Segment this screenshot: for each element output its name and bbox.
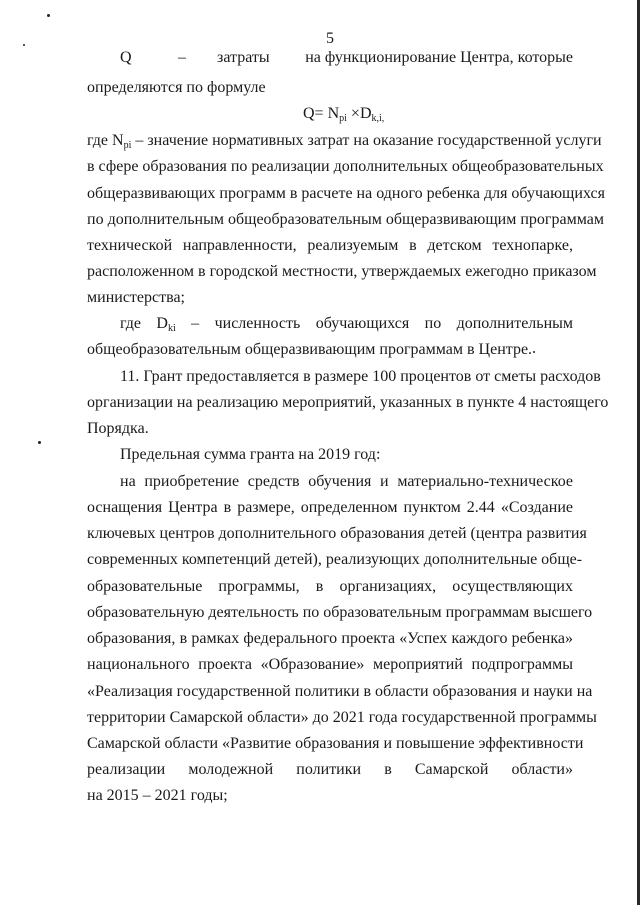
dash: –	[178, 49, 186, 66]
text-line: на 2015 – 2021 годы;	[87, 787, 228, 804]
text-line: на приобретение средств обучения и материально-техническое	[120, 473, 573, 490]
scan-speck	[47, 14, 50, 17]
text-line: образовательную деятельность по образовательным программам высшего	[87, 604, 593, 621]
text-line: «Реализация государственной политики в области образования и науки на	[87, 683, 593, 700]
page-number: 5	[326, 30, 334, 47]
text-line: определяются по формуле	[87, 79, 266, 96]
grant-limit-heading: Предельная сумма гранта на 2019 год:	[120, 446, 381, 463]
text-line: оснащения Центра в размере, определенном пунктом 2.44 «Создание	[87, 499, 573, 516]
text-line: расположенном в городской местности, утверждаемых ежегодно приказом	[87, 263, 597, 280]
text-line: ключевых центров дополнительного образования детей (центра развития	[87, 525, 587, 542]
scan-speck	[38, 441, 41, 444]
symbol-q: Q	[120, 49, 132, 66]
scan-speck	[23, 44, 25, 46]
text-line: образования, в рамках федерального проекта «Успех каждого ребенка»	[87, 630, 573, 647]
text-line: министерства;	[87, 289, 185, 306]
text-line: Самарской области «Развитие образования и повышение эффективности	[87, 735, 584, 752]
text-line: современных компетенций детей), реализующих дополнительные обще-	[87, 551, 583, 568]
text-line: национального проекта «Образование» мероприятий подпрограммы	[87, 656, 573, 673]
text-line-npi: где $N_{pi}$ – значение нормативных затрат на оказание государственной услуги	[87, 132, 602, 151]
text-line-dki: где $D_{ki}$ – численность обучающихся по дополнительным	[120, 315, 574, 334]
line-rest: на функционирование Центра, которые	[305, 49, 573, 66]
text-line: в сфере образования по реализации дополнительных общеобразовательных	[87, 158, 604, 175]
text-line: реализации молодежной политики в Самарской области»	[87, 761, 573, 778]
scan-speck	[533, 351, 535, 353]
text-line: организации на реализацию мероприятий, указанных в пункте 4 настоящего	[87, 394, 609, 411]
text-line: технической направленности, реализуемым в детском технопарке,	[87, 237, 573, 254]
word-costs: затраты	[217, 49, 270, 66]
paragraph-11-line: 11. Грант предоставляется в размере 100 процентов от сметы расходов	[120, 368, 601, 385]
text-line: образовательные программы, в организациях, осуществляющих	[87, 578, 573, 595]
text-line: территории Самарской области» до 2021 года государственной программы	[87, 709, 597, 726]
formula: $Q= N_{pi} \times D_{k,i,}$	[303, 105, 385, 124]
text-line: по дополнительным общеобразовательным общеразвивающим программам	[87, 211, 604, 228]
text-line: общеразвивающих программ в расчете на одного ребенка для обучающихся	[87, 185, 605, 202]
text-line: Порядка.	[87, 420, 149, 437]
text-line: общеобразовательным общеразвивающим программам в Центре.	[87, 341, 533, 358]
